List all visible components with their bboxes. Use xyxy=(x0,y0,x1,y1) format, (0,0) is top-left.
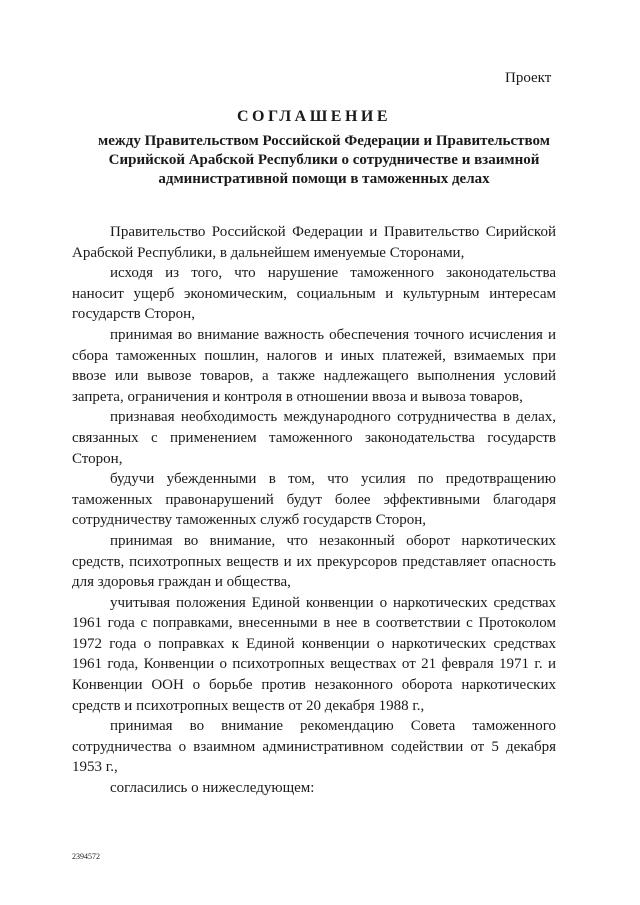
text-line: сотрудничеству таможенных служб государств Сторон, xyxy=(72,512,427,529)
text-line: ввозе или вывозе товаров, а также надлежащего выполнения условий xyxy=(72,368,556,385)
text-line: сбора таможенных пошлин, налогов и иных платежей, взимаемых при xyxy=(72,347,556,364)
text-line: 1972 года о поправках к Единой конвенции о наркотических средствах xyxy=(72,635,556,652)
text-line: исходя из того, что нарушение таможенного законодательства xyxy=(110,265,556,282)
text-line: для здоровья граждан и общества, xyxy=(72,574,291,591)
text-line: будучи убежденными в том, что усилия по предотвращению xyxy=(110,471,556,488)
document-number: 2394572 xyxy=(72,852,100,861)
text-line: средств, психотропных веществ и их прекурсоров представляет опасность xyxy=(72,553,556,570)
text-line: государств Сторон, xyxy=(72,306,195,323)
text-line: 1953 г., xyxy=(72,759,118,776)
text-line: запрета, ограничения и контроля в отношении ввоза и вывоза товаров, xyxy=(72,388,523,405)
text-line: Арабской Республики, в дальнейшем именуемые Сторонами, xyxy=(72,244,465,261)
subtitle-line: административной помощи в таможенных делах xyxy=(158,171,490,187)
text-line: 1961 года, Конвенции о психотропных веществах от 21 февраля 1971 г. и xyxy=(72,656,556,673)
text-line: принимая во внимание рекомендацию Совета таможенного xyxy=(110,718,556,735)
document-subtitle xyxy=(68,132,580,189)
text-line: средств и психотропных веществ от 20 декабря 1988 г., xyxy=(72,697,425,714)
text-line: принимая во внимание, что незаконный оборот наркотических xyxy=(110,532,556,549)
text-line: Конвенции ООН о борьбе против незаконного оборота наркотических xyxy=(72,677,556,694)
preamble-text xyxy=(72,222,556,799)
text-line: учитывая положения Единой конвенции о наркотических средствах xyxy=(110,594,556,611)
subtitle-line: между Правительством Российской Федерации и Правительством xyxy=(98,133,550,149)
text-line: таможенных правонарушений будут более эффективными благодаря xyxy=(72,491,556,508)
text-line: сотрудничества о взаимном административном содействии от 5 декабря xyxy=(72,738,556,755)
subtitle-line: Сирийской Арабской Республики о сотрудничестве и взаимной xyxy=(108,152,540,168)
text-line: Сторон, xyxy=(72,450,123,467)
text-line: согласились о нижеследующем: xyxy=(110,780,315,797)
text-line: 1961 года с поправками, внесенными в нее в соответствии с Протоколом xyxy=(72,615,556,632)
text-line: связанных с применением таможенного законодательства государств xyxy=(72,429,556,446)
text-line: принимая во внимание важность обеспечения точного исчисления и xyxy=(110,326,556,343)
text-line: признавая необходимость международного сотрудничества в делах, xyxy=(110,409,556,426)
text-line: наносит ущерб экономическим, социальным и культурным интересам xyxy=(72,285,556,302)
text-line: Правительство Российской Федерации и Правительство Сирийской xyxy=(110,224,556,240)
draft-label: Проект xyxy=(505,70,552,86)
document-title: СОГЛАШЕНИЕ xyxy=(236,108,392,125)
